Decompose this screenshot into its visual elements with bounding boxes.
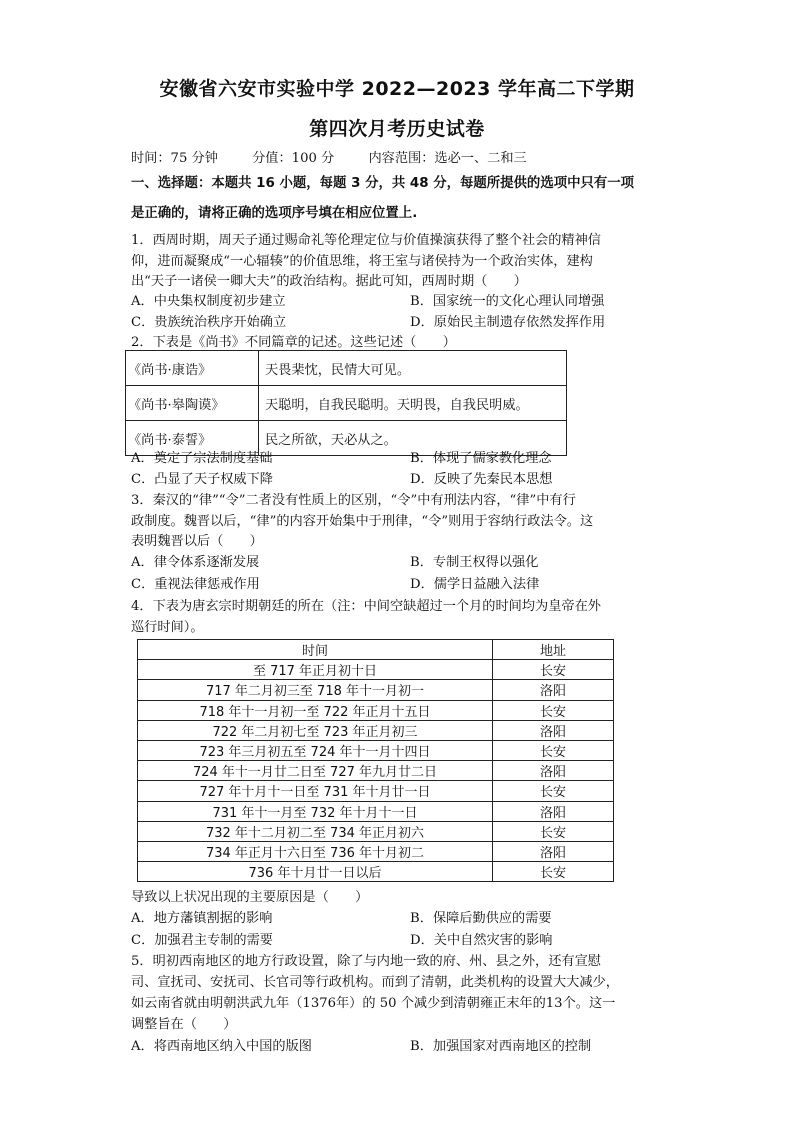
q4-time: 至 717 年正月初十日 bbox=[138, 660, 493, 680]
q1-option-a: A．中央集权制度初步建立 bbox=[131, 294, 286, 309]
table-row bbox=[138, 700, 614, 720]
section-heading-line1: 一、选择题：本题共 16 小题，每题 3 分，共 48 分，每题所提供的选项中只有一项 bbox=[131, 176, 635, 191]
q4-place: 洛阳 bbox=[493, 841, 614, 861]
exam-scope: 内容范围：选必一、二和三 bbox=[368, 151, 527, 166]
section-heading-line2: 是正确的，请将正确的选项序号填在相应位置上. bbox=[131, 206, 418, 221]
table-header-row bbox=[138, 640, 614, 660]
q5-stem-line3: 如云南省就由明朝洪武九年（1376年）的 50 个减少到清朝雍正末年的13个。这一 bbox=[131, 996, 616, 1011]
q2-table bbox=[125, 350, 567, 456]
q4-time: 724 年十一月廿二日至 727 年九月廿二日 bbox=[138, 761, 493, 781]
q4-place: 长安 bbox=[493, 862, 614, 882]
q5-option-a: A．将西南地区纳入中国的版图 bbox=[131, 1039, 312, 1054]
q3-option-a: A．律令体系逐渐发展 bbox=[131, 555, 260, 570]
q4-option-b: B．保障后勤供应的需要 bbox=[410, 911, 552, 926]
table-row bbox=[138, 841, 614, 861]
q2-quote: 天畏棐忱，民情大可见。 bbox=[259, 351, 567, 386]
q4-time: 717 年二月初三至 718 年十一月初一 bbox=[138, 680, 493, 700]
q3-option-b: B．专制王权得以强化 bbox=[410, 555, 539, 570]
exam-time: 时间：75 分钟 bbox=[131, 151, 218, 166]
q4-col-place: 地址 bbox=[493, 640, 614, 660]
q4-place: 长安 bbox=[493, 821, 614, 841]
table-row bbox=[138, 680, 614, 700]
q5-stem-line1: 5．明初西南地区的地方行政设置，除了与内地一致的府、州、县之外，还有宣慰 bbox=[131, 954, 601, 969]
q4-time: 732 年十二月初二至 734 年正月初六 bbox=[138, 821, 493, 841]
table-row bbox=[138, 740, 614, 760]
q4-time: 731 年十一月至 732 年十月十一日 bbox=[138, 801, 493, 821]
q2-stem: 2．下表是《尚书》不同篇章的记述。这些记述（ ） bbox=[131, 335, 456, 350]
q4-time: 727 年十月十一日至 731 年十月廿一日 bbox=[138, 781, 493, 801]
q4-place: 长安 bbox=[493, 781, 614, 801]
q3-option-d: D．儒学日益融入法律 bbox=[410, 577, 540, 592]
q1-option-b: B．国家统一的文化心理认同增强 bbox=[410, 294, 605, 309]
q1-option-c: C．贵族统治秩序开始确立 bbox=[131, 315, 287, 330]
q4-place: 洛阳 bbox=[493, 801, 614, 821]
q4-table bbox=[137, 639, 614, 882]
q4-place: 长安 bbox=[493, 740, 614, 760]
table-row bbox=[138, 801, 614, 821]
q2-source: 《尚书·泰誓》 bbox=[126, 421, 259, 456]
q1-stem-line2: 仰，进而凝聚成“一心辐辏”的价值思维，将王室与诸侯持为一个政治实体，建构 bbox=[131, 254, 593, 269]
q4-place: 长安 bbox=[493, 660, 614, 680]
q3-stem-line3: 表明魏晋以后（ ） bbox=[131, 534, 263, 549]
q4-time: 722 年二月初七至 723 年正月初三 bbox=[138, 720, 493, 740]
q4-time: 718 年十一月初一至 722 年正月十五日 bbox=[138, 700, 493, 720]
q2-option-b: B．体现了儒家教化理念 bbox=[410, 451, 552, 466]
q2-source: 《尚书·康诰》 bbox=[126, 351, 259, 386]
q4-time: 736 年十月廿一日以后 bbox=[138, 862, 493, 882]
q4-option-a: A．地方藩镇割据的影响 bbox=[131, 911, 273, 926]
table-row bbox=[138, 821, 614, 841]
q4-col-time: 时间 bbox=[138, 640, 493, 660]
q5-stem-line4: 调整旨在（ ） bbox=[131, 1017, 237, 1032]
exam-meta bbox=[131, 147, 671, 166]
table-row bbox=[126, 351, 567, 386]
table-row bbox=[138, 761, 614, 781]
q1-stem-line1: 1．西周时期，周天子通过赐命礼等伦理定位与价值操演获得了整个社会的精神信 bbox=[131, 233, 601, 248]
q5-stem-line2: 司、宣抚司、安抚司、长官司等行政机构。而到了清朝，此类机构的设置大大减少， bbox=[131, 975, 619, 990]
q4-stem-line1: 4．下表为唐玄宗时期朝廷的所在（注：中间空缺超过一个月的时间均为皇帝在外 bbox=[131, 599, 601, 614]
exam-title-line1: 安徽省六安市实验中学 2022—2023 学年高二下学期 bbox=[159, 78, 635, 100]
q4-option-d: D．关中自然灾害的影响 bbox=[410, 933, 553, 948]
q2-quote: 天聪明，自我民聪明。天明畏，自我民明威。 bbox=[259, 386, 567, 421]
q3-option-c: C．重视法律惩戒作用 bbox=[131, 577, 260, 592]
table-row bbox=[138, 720, 614, 740]
table-row bbox=[138, 781, 614, 801]
q4-option-c: C．加强君主专制的需要 bbox=[131, 933, 273, 948]
q4-question: 导致以上状况出现的主要原因是（ ） bbox=[131, 890, 369, 905]
q1-stem-line3: 出“天子一诸侯一卿大夫”的政治结构。据此可知，西周时期（ ） bbox=[131, 274, 527, 289]
q5-option-b: B．加强国家对西南地区的控制 bbox=[410, 1039, 592, 1054]
exam-score: 分值：100 分 bbox=[252, 151, 335, 166]
q4-place: 洛阳 bbox=[493, 761, 614, 781]
q3-stem-line2: 政制度。魏晋以后，“律”的内容开始集中于刑律，“令”则用于容纳行政法令。这 bbox=[131, 514, 594, 529]
q2-option-a: A．奠定了宗法制度基础 bbox=[131, 451, 273, 466]
q1-option-d: D．原始民主制遗存依然发挥作用 bbox=[410, 315, 606, 330]
q4-stem-line2: 巡行时间）。 bbox=[131, 620, 204, 635]
q4-place: 洛阳 bbox=[493, 720, 614, 740]
q2-quote: 民之所欲，天必从之。 bbox=[259, 421, 567, 456]
table-row bbox=[126, 386, 567, 421]
q2-option-c: C．凸显了天子权威下降 bbox=[131, 472, 273, 487]
exam-title-line2: 第四次月考历史试卷 bbox=[309, 118, 485, 140]
table-row bbox=[138, 660, 614, 680]
table-row bbox=[138, 862, 614, 882]
q4-time: 734 年正月十六日至 736 年十月初二 bbox=[138, 841, 493, 861]
q2-source: 《尚书·皋陶谟》 bbox=[126, 386, 259, 421]
q3-stem-line1: 3．秦汉的“律”“令”二者没有性质上的区别，“令”中有刑法内容，“律”中有行 bbox=[131, 493, 576, 508]
q2-option-d: D．反映了先秦民本思想 bbox=[410, 472, 553, 487]
q4-place: 洛阳 bbox=[493, 680, 614, 700]
q4-time: 723 年三月初五至 724 年十一月十四日 bbox=[138, 740, 493, 760]
q4-place: 长安 bbox=[493, 700, 614, 720]
